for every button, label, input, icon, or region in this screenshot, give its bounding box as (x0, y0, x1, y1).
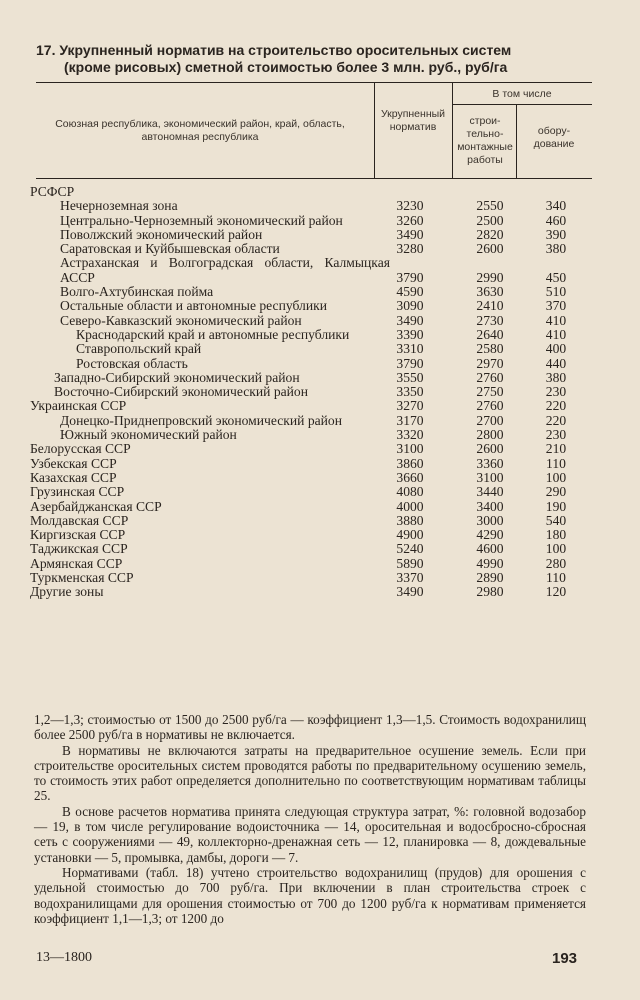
header-region: Союзная республика, экономический район, край, область, автономная республика (55, 118, 345, 143)
table-row (30, 228, 590, 242)
row-construction-value: 2990 (476, 269, 504, 285)
table-row (30, 514, 590, 528)
row-construction-value: 2760 (476, 369, 504, 385)
row-region-name: Остальные области и автономные республики (60, 298, 327, 314)
table-row (30, 328, 590, 342)
row-construction-value: 3000 (476, 512, 504, 528)
row-total-value: 3090 (396, 298, 424, 314)
row-total-value: 3490 (396, 226, 424, 242)
row-total-value: 3260 (396, 212, 424, 228)
table-title (36, 42, 596, 76)
row-total-value: 3660 (396, 469, 424, 485)
row-region-name: Центрально-Черноземный экономический район (60, 212, 343, 228)
row-total-value: 3230 (396, 198, 424, 214)
table-row (30, 542, 590, 556)
table-row (30, 557, 590, 571)
table-row (30, 399, 590, 413)
header-top-rule (36, 82, 592, 83)
table-body (30, 185, 590, 600)
row-construction-value: 2700 (476, 412, 504, 428)
row-region-name: Саратовская и Куйбышевская области (60, 241, 280, 257)
header-total: Укрупненный норматив (380, 108, 446, 133)
row-construction-value: 2500 (476, 212, 504, 228)
table-row (30, 471, 590, 485)
row-total-value: 5240 (396, 541, 424, 557)
row-region-name: Армянская ССР (30, 555, 123, 571)
row-region-name: Украинская ССР (30, 398, 127, 414)
row-region-name: Казахская ССР (30, 469, 117, 485)
paragraph-4: Нормативами (табл. 18) учтено строительство водохранилищ (прудов) для орошения с удельной стоимостью до 700 руб/га. При включении в план строительства строек с водохранилищами для орошения стоимостью от 700 до 1200 руб/га к нормативам применяется коэффициент 1,1—1,3; от 1200 до (34, 864, 586, 926)
row-equipment-value: 380 (545, 241, 567, 257)
row-region-name: Узбекская ССР (30, 455, 117, 471)
row-construction-value: 2970 (476, 355, 504, 371)
row-equipment-value: 230 (545, 384, 567, 400)
row-total-value: 3350 (396, 384, 424, 400)
row-construction-value: 3400 (476, 498, 504, 514)
table-row (30, 342, 590, 356)
table-row (30, 256, 590, 285)
row-construction-value: 2600 (476, 441, 504, 457)
header-bottom-rule (36, 178, 592, 179)
table-row (30, 242, 590, 256)
row-total-value: 3880 (396, 512, 424, 528)
table-row (30, 500, 590, 514)
row-total-value: 4590 (396, 284, 424, 300)
row-equipment-value: 460 (545, 212, 567, 228)
row-construction-value: 2800 (476, 427, 504, 443)
row-equipment-value: 340 (545, 198, 567, 214)
table-row (30, 428, 590, 442)
table-row (30, 371, 590, 385)
row-construction-value: 2760 (476, 398, 504, 414)
row-region-name: Ростовская область (76, 355, 188, 371)
row-total-value: 3370 (396, 570, 424, 586)
row-region-name: Северо-Кавказский экономический район (60, 312, 302, 328)
row-construction-value: 3630 (476, 284, 504, 300)
row-equipment-value: 110 (546, 570, 566, 586)
row-construction-value: 4990 (476, 555, 504, 571)
row-total-value: 3280 (396, 241, 424, 257)
table-row (30, 485, 590, 499)
table-row (30, 585, 590, 599)
row-region-name: Другие зоны (30, 584, 104, 600)
row-equipment-value: 440 (545, 355, 567, 371)
header-divider-2 (452, 82, 453, 178)
printer-signature: 13—1800 (36, 950, 92, 965)
row-total-value: 3490 (396, 312, 424, 328)
row-region-name: Астраханская и Волгоградская области, Калмыцкая АССР (60, 255, 390, 285)
header-subgroup-rule (452, 104, 592, 105)
table-row (30, 285, 590, 299)
header-equipment: оборудование (533, 125, 575, 150)
row-total-value: 3490 (396, 584, 424, 600)
row-construction-value: 3360 (476, 455, 504, 471)
row-construction-value: 4600 (476, 541, 504, 557)
row-equipment-value: 540 (545, 512, 567, 528)
row-equipment-value: 220 (545, 398, 567, 414)
row-construction-value: 2730 (476, 312, 504, 328)
table-row (30, 185, 590, 199)
table-row (30, 571, 590, 585)
row-construction-value: 2820 (476, 226, 504, 242)
header-divider-1 (374, 82, 375, 178)
table-row (30, 414, 590, 428)
row-equipment-value: 280 (545, 555, 567, 571)
row-equipment-value: 380 (545, 369, 567, 385)
table-row (30, 299, 590, 313)
row-total-value: 3790 (396, 269, 424, 285)
header-in-total: В том числе (492, 88, 552, 100)
row-region-name: Таджикская ССР (30, 541, 128, 557)
row-total-value: 5890 (396, 555, 424, 571)
row-equipment-value: 110 (546, 455, 566, 471)
row-region-name: Южный экономический район (60, 427, 237, 443)
table-row (30, 214, 590, 228)
row-total-value: 3320 (396, 427, 424, 443)
header-divider-3 (516, 104, 517, 178)
row-total-value: 3390 (396, 326, 424, 342)
row-construction-value: 2410 (476, 298, 504, 314)
row-region-name: РСФСР (30, 184, 75, 199)
row-equipment-value: 290 (545, 484, 567, 500)
row-equipment-value: 120 (545, 584, 567, 600)
row-region-name: Азербайджанская ССР (30, 498, 162, 514)
row-region-name: Ставропольский край (76, 341, 202, 357)
row-construction-value: 2600 (476, 241, 504, 257)
row-equipment-value: 210 (545, 441, 567, 457)
row-region-name: Нечерноземная зона (60, 198, 178, 214)
row-total-value: 4000 (396, 498, 424, 514)
row-equipment-value: 410 (545, 312, 567, 328)
table-title-line-2: (кроме рисовых) сметной стоимостью более 3 млн. руб., руб/га (64, 59, 508, 75)
row-region-name: Западно-Сибирский экономический район (54, 369, 300, 385)
row-equipment-value: 410 (545, 326, 567, 342)
table-title-line-1: 17. Укрупненный норматив на строительство оросительных систем (36, 42, 512, 58)
row-construction-value: 2980 (476, 584, 504, 600)
table-row (30, 357, 590, 371)
row-region-name: Туркменская ССР (30, 570, 134, 586)
row-equipment-value: 100 (545, 541, 567, 557)
row-total-value: 3270 (396, 398, 424, 414)
row-equipment-value: 370 (545, 298, 567, 314)
row-equipment-value: 190 (545, 498, 567, 514)
page-number: 193 (552, 950, 578, 967)
row-total-value: 3550 (396, 369, 424, 385)
row-total-value: 3100 (396, 441, 424, 457)
row-equipment-value: 180 (545, 527, 567, 543)
table-row (30, 442, 590, 456)
row-region-name: Молдавская ССР (30, 512, 129, 528)
row-equipment-value: 220 (545, 412, 567, 428)
table-row (30, 528, 590, 542)
row-region-name: Поволжский экономический район (60, 226, 263, 242)
row-total-value: 3170 (396, 412, 424, 428)
row-region-name: Волго-Ахтубинская пойма (60, 284, 214, 300)
row-construction-value: 3440 (476, 484, 504, 500)
row-region-name: Краснодарский край и автономные республики (76, 326, 350, 342)
row-equipment-value: 450 (545, 269, 567, 285)
row-construction-value: 2550 (476, 198, 504, 214)
paragraph-1: 1,2—1,3; стоимостью от 1500 до 2500 руб/га — коэффициент 1,3—1,5. Стоимость водохранилищ более 2500 руб/га в нормативы не включается. (34, 712, 586, 743)
paragraph-2: В нормативы не включаются затраты на предварительное осушение земель. Если при строительстве оросительных систем проводятся работы по предварительному осушению земель, то стоимость этих работ определяется дополнительно по соответствующим нормативам таблицы 25. (34, 742, 586, 804)
row-total-value: 3860 (396, 455, 424, 471)
row-total-value: 4900 (396, 527, 424, 543)
table-row (30, 385, 590, 399)
row-construction-value: 2640 (476, 326, 504, 342)
row-equipment-value: 100 (545, 469, 567, 485)
row-equipment-value: 510 (545, 284, 567, 300)
row-construction-value: 2750 (476, 384, 504, 400)
row-equipment-value: 390 (545, 226, 567, 242)
row-region-name: Восточно-Сибирский экономический район (54, 384, 308, 400)
row-total-value: 4080 (396, 484, 424, 500)
header-construction: строительно-монтажные работы (457, 115, 513, 166)
row-equipment-value: 400 (545, 341, 567, 357)
row-region-name: Донецко-Приднепровский экономический район (60, 412, 343, 428)
row-construction-value: 2580 (476, 341, 504, 357)
row-region-name: Белорусская ССР (30, 441, 131, 457)
row-region-name: Грузинская ССР (30, 484, 125, 500)
table-row (30, 199, 590, 213)
row-construction-value: 3100 (476, 469, 504, 485)
table-row (30, 314, 590, 328)
body-text (34, 712, 586, 926)
paragraph-3: В основе расчетов норматива принята следующая структура затрат, %: головной водозабор — 19, в том числе регулирование водоисточника — 14, оросительная и водосбросно-сбросная сеть с сооружениями — 49, коллекторно-дренажная сеть — 12, планировка — 8, дождевальные установки — 5, промывка, дамбы, дороги — 7. (34, 803, 586, 865)
row-region-name: Киргизская ССР (30, 527, 126, 543)
row-construction-value: 4290 (476, 527, 504, 543)
row-equipment-value: 230 (545, 427, 567, 443)
table-row (30, 457, 590, 471)
row-construction-value: 2890 (476, 570, 504, 586)
row-total-value: 3310 (396, 341, 424, 357)
row-total-value: 3790 (396, 355, 424, 371)
